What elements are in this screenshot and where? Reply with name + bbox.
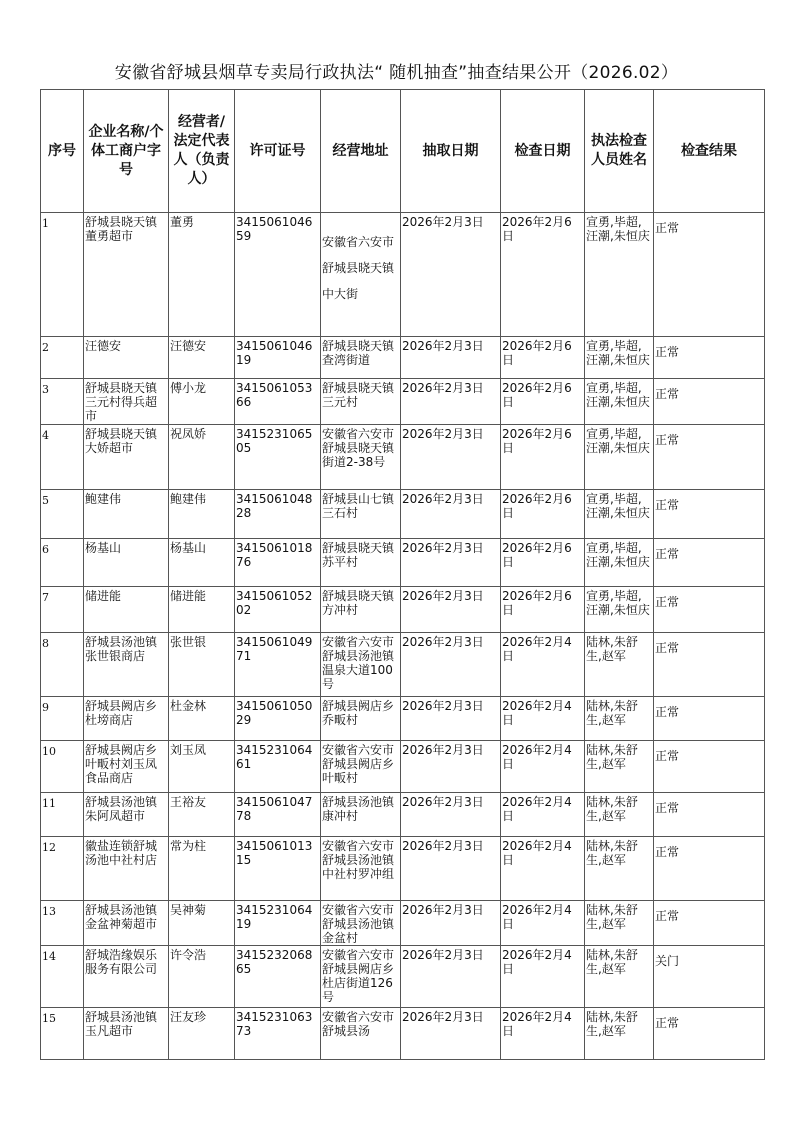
- header-draw-date: 抽取日期: [401, 90, 501, 213]
- cell-address: 安徽省六安市舒城县汤池镇中社村罗冲组: [321, 837, 401, 901]
- header-result: 检查结果: [654, 90, 765, 213]
- table-row: [41, 490, 765, 539]
- header-seq: 序号: [41, 90, 84, 213]
- cell-draw-date: 2026年2月3日: [401, 539, 501, 587]
- cell-owner: 常为柱: [169, 837, 235, 901]
- cell-license: 341523106373: [235, 1008, 321, 1060]
- cell-inspectors: 宣勇,毕超,汪潮,朱恒庆: [585, 425, 654, 490]
- cell-address: 安徽省六安市舒城县汤池镇温泉大道100号: [321, 633, 401, 697]
- cell-license: 341523206865: [235, 946, 321, 1008]
- cell-draw-date: 2026年2月3日: [401, 793, 501, 837]
- cell-license: 341506105202: [235, 587, 321, 633]
- table-body: [41, 213, 765, 1060]
- table-row: [41, 1008, 765, 1060]
- cell-owner: 杨基山: [169, 539, 235, 587]
- cell-seq: 9: [41, 697, 84, 741]
- cell-seq: 13: [41, 901, 84, 946]
- cell-name: 舒城县汤池镇金盆神菊超市: [84, 901, 169, 946]
- cell-inspectors: 陆林,朱舒生,赵军: [585, 793, 654, 837]
- cell-name: 鲍建伟: [84, 490, 169, 539]
- cell-license: 341523106505: [235, 425, 321, 490]
- cell-result: 正常: [654, 697, 765, 741]
- cell-address: 安徽省六安市舒城县汤: [321, 1008, 401, 1060]
- cell-check-date: 2026年2月4日: [501, 901, 585, 946]
- cell-inspectors: 陆林,朱舒生,赵军: [585, 697, 654, 741]
- cell-check-date: 2026年2月4日: [501, 741, 585, 793]
- cell-license: 341506104971: [235, 633, 321, 697]
- cell-result: 正常: [654, 379, 765, 425]
- table-row: [41, 946, 765, 1008]
- cell-address: 安徽省六安市舒城县阙店乡叶畈村: [321, 741, 401, 793]
- cell-check-date: 2026年2月6日: [501, 425, 585, 490]
- cell-seq: 5: [41, 490, 84, 539]
- table-row: [41, 379, 765, 425]
- cell-address: 舒城县晓天镇方冲村: [321, 587, 401, 633]
- cell-seq: 3: [41, 379, 84, 425]
- cell-draw-date: 2026年2月3日: [401, 1008, 501, 1060]
- header-owner: 经营者/法定代表人（负责人）: [169, 90, 235, 213]
- cell-name: 储进能: [84, 587, 169, 633]
- cell-inspectors: 宣勇,毕超,汪潮,朱恒庆: [585, 587, 654, 633]
- cell-owner: 吴神菊: [169, 901, 235, 946]
- cell-name: 舒城县晓天镇三元村得兵超市: [84, 379, 169, 425]
- table-row: [41, 741, 765, 793]
- cell-draw-date: 2026年2月3日: [401, 379, 501, 425]
- table-row: [41, 425, 765, 490]
- cell-inspectors: 陆林,朱舒生,赵军: [585, 837, 654, 901]
- cell-inspectors: 陆林,朱舒生,赵军: [585, 633, 654, 697]
- cell-license: 341506104828: [235, 490, 321, 539]
- cell-draw-date: 2026年2月3日: [401, 587, 501, 633]
- cell-inspectors: 陆林,朱舒生,赵军: [585, 901, 654, 946]
- cell-owner: 汪友珍: [169, 1008, 235, 1060]
- cell-license: 341506105029: [235, 697, 321, 741]
- table-row: [41, 837, 765, 901]
- cell-name: 舒城浩缘娱乐服务有限公司: [84, 946, 169, 1008]
- cell-seq: 7: [41, 587, 84, 633]
- cell-result: 正常: [654, 337, 765, 379]
- cell-check-date: 2026年2月6日: [501, 337, 585, 379]
- cell-name: 舒城县阙店乡杜塝商店: [84, 697, 169, 741]
- cell-license: 341523106461: [235, 741, 321, 793]
- cell-result: 正常: [654, 490, 765, 539]
- cell-inspectors: 宣勇,毕超,汪潮,朱恒庆: [585, 213, 654, 337]
- cell-result: 正常: [654, 539, 765, 587]
- cell-draw-date: 2026年2月3日: [401, 741, 501, 793]
- cell-check-date: 2026年2月6日: [501, 539, 585, 587]
- cell-seq: 15: [41, 1008, 84, 1060]
- cell-address: 安徽省六安市舒城县晓天镇街道2-38号: [321, 425, 401, 490]
- cell-license: 341506101876: [235, 539, 321, 587]
- cell-draw-date: 2026年2月3日: [401, 490, 501, 539]
- cell-inspectors: 陆林,朱舒生,赵军: [585, 946, 654, 1008]
- cell-check-date: 2026年2月6日: [501, 490, 585, 539]
- cell-check-date: 2026年2月4日: [501, 946, 585, 1008]
- cell-draw-date: 2026年2月3日: [401, 697, 501, 741]
- cell-name: 舒城县晓天镇大娇超市: [84, 425, 169, 490]
- page-title: 安徽省舒城县烟草专卖局行政执法“ 随机抽查”抽查结果公开（2026.02）: [114, 63, 679, 83]
- cell-owner: 王裕友: [169, 793, 235, 837]
- cell-owner: 储进能: [169, 587, 235, 633]
- cell-owner: 张世银: [169, 633, 235, 697]
- table-row: [41, 539, 765, 587]
- cell-check-date: 2026年2月4日: [501, 1008, 585, 1060]
- cell-result: 正常: [654, 1008, 765, 1060]
- cell-check-date: 2026年2月6日: [501, 213, 585, 337]
- cell-owner: 杜金林: [169, 697, 235, 741]
- header-name: 企业名称/个体工商户字号: [84, 90, 169, 213]
- cell-check-date: 2026年2月4日: [501, 837, 585, 901]
- cell-seq: 4: [41, 425, 84, 490]
- cell-name: 杨基山: [84, 539, 169, 587]
- cell-check-date: 2026年2月4日: [501, 697, 585, 741]
- header-inspectors: 执法检查人员姓名: [585, 90, 654, 213]
- cell-inspectors: 陆林,朱舒生,赵军: [585, 741, 654, 793]
- table-row: [41, 793, 765, 837]
- cell-check-date: 2026年2月6日: [501, 587, 585, 633]
- cell-result: 正常: [654, 633, 765, 697]
- cell-result: 正常: [654, 587, 765, 633]
- cell-license: 341506104778: [235, 793, 321, 837]
- cell-license: 341506105366: [235, 379, 321, 425]
- cell-owner: 刘玉凤: [169, 741, 235, 793]
- cell-name: 舒城县汤池镇张世银商店: [84, 633, 169, 697]
- cell-draw-date: 2026年2月3日: [401, 633, 501, 697]
- cell-inspectors: 宣勇,毕超,汪潮,朱恒庆: [585, 490, 654, 539]
- cell-license: 341506104619: [235, 337, 321, 379]
- cell-name: 舒城县汤池镇朱阿凤超市: [84, 793, 169, 837]
- cell-address: 舒城县阙店乡乔畈村: [321, 697, 401, 741]
- cell-license: 341506101315: [235, 837, 321, 901]
- cell-address: 舒城县晓天镇查湾街道: [321, 337, 401, 379]
- cell-address: 舒城县汤池镇康冲村: [321, 793, 401, 837]
- cell-result: 正常: [654, 741, 765, 793]
- cell-owner: 汪德安: [169, 337, 235, 379]
- cell-inspectors: 宣勇,毕超,汪潮,朱恒庆: [585, 379, 654, 425]
- cell-seq: 1: [41, 213, 84, 337]
- cell-owner: 董勇: [169, 213, 235, 337]
- cell-seq: 11: [41, 793, 84, 837]
- header-address: 经营地址: [321, 90, 401, 213]
- cell-inspectors: 陆林,朱舒生,赵军: [585, 1008, 654, 1060]
- cell-address: 安徽省六安市舒城县阙店乡杜店街道126号: [321, 946, 401, 1008]
- header-check-date: 检查日期: [501, 90, 585, 213]
- cell-check-date: 2026年2月4日: [501, 793, 585, 837]
- cell-inspectors: 宣勇,毕超,汪潮,朱恒庆: [585, 337, 654, 379]
- cell-name: 舒城县汤池镇玉凡超市: [84, 1008, 169, 1060]
- cell-license: 341506104659: [235, 213, 321, 337]
- cell-seq: 2: [41, 337, 84, 379]
- cell-inspectors: 宣勇,毕超,汪潮,朱恒庆: [585, 539, 654, 587]
- cell-owner: 傅小龙: [169, 379, 235, 425]
- table-row: [41, 697, 765, 741]
- cell-draw-date: 2026年2月3日: [401, 213, 501, 337]
- table-row: [41, 633, 765, 697]
- cell-draw-date: 2026年2月3日: [401, 901, 501, 946]
- header-license: 许可证号: [235, 90, 321, 213]
- cell-license: 341523106419: [235, 901, 321, 946]
- cell-address: 舒城县晓天镇三元村: [321, 379, 401, 425]
- cell-name: 舒城县阙店乡叶畈村刘玉凤食品商店: [84, 741, 169, 793]
- inspection-results-table: [40, 89, 765, 1060]
- table-row: [41, 213, 765, 337]
- table-row: [41, 587, 765, 633]
- cell-seq: 12: [41, 837, 84, 901]
- cell-result: 关门: [654, 946, 765, 1008]
- cell-result: 正常: [654, 425, 765, 490]
- cell-seq: 10: [41, 741, 84, 793]
- cell-check-date: 2026年2月4日: [501, 633, 585, 697]
- cell-draw-date: 2026年2月3日: [401, 337, 501, 379]
- cell-seq: 6: [41, 539, 84, 587]
- table-row: [41, 901, 765, 946]
- cell-result: 正常: [654, 837, 765, 901]
- cell-name: 徽盐连锁舒城汤池中社村店: [84, 837, 169, 901]
- cell-owner: 许令浩: [169, 946, 235, 1008]
- cell-result: 正常: [654, 213, 765, 337]
- cell-address: 安徽省六安市舒城县晓天镇中大街: [321, 213, 401, 337]
- cell-address: 舒城县晓天镇苏平村: [321, 539, 401, 587]
- cell-name: 舒城县晓天镇董勇超市: [84, 213, 169, 337]
- cell-seq: 14: [41, 946, 84, 1008]
- cell-result: 正常: [654, 901, 765, 946]
- cell-draw-date: 2026年2月3日: [401, 837, 501, 901]
- cell-address: 安徽省六安市舒城县汤池镇金盆村: [321, 901, 401, 946]
- table-row: [41, 337, 765, 379]
- cell-draw-date: 2026年2月3日: [401, 425, 501, 490]
- cell-name: 汪德安: [84, 337, 169, 379]
- cell-owner: 鲍建伟: [169, 490, 235, 539]
- cell-address: 舒城县山七镇三石村: [321, 490, 401, 539]
- cell-result: 正常: [654, 793, 765, 837]
- table-header-row: [41, 90, 765, 213]
- cell-draw-date: 2026年2月3日: [401, 946, 501, 1008]
- cell-seq: 8: [41, 633, 84, 697]
- cell-owner: 祝凤娇: [169, 425, 235, 490]
- cell-check-date: 2026年2月6日: [501, 379, 585, 425]
